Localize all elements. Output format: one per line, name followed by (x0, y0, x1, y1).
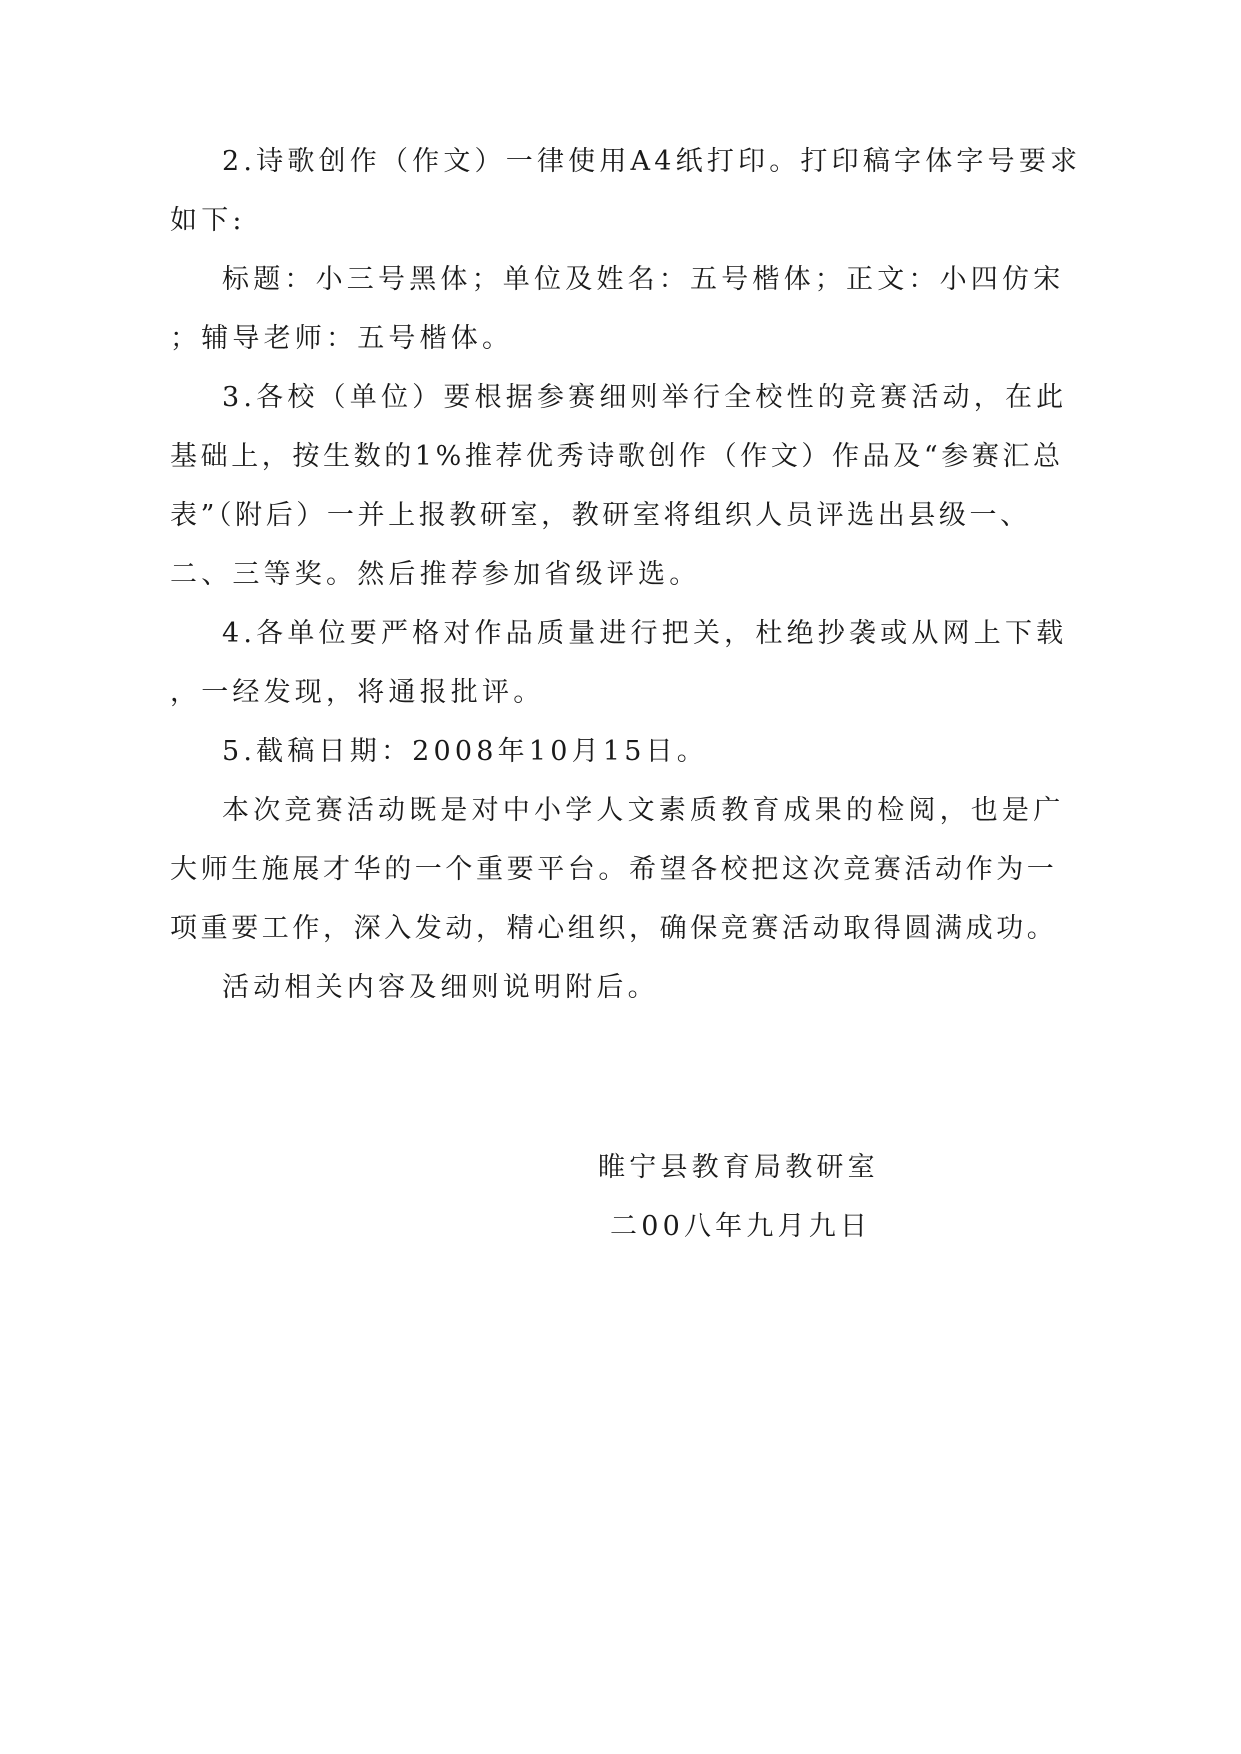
text-line: 活动相关内容及细则说明附后。 (222, 972, 659, 1003)
text-line: 4.各单位要严格对作品质量进行把关，杜绝抄袭或从网上下载 (222, 618, 1068, 649)
text-line: ，一经发现，将通报批评。 (170, 677, 545, 708)
text-line: 2.诗歌创作（作文）一律使用A4纸打印。打印稿字体字号要求 (222, 146, 1082, 177)
text-line: 大师生施展才华的一个重要平台。希望各校把这次竞赛活动作为一 (170, 854, 1058, 885)
text-line: ；辅导老师：五号楷体。 (170, 323, 514, 354)
text-line: 标题：小三号黑体；单位及姓名：五号楷体；正文：小四仿宋 (222, 264, 1065, 295)
text-line: 5.截稿日期：2008年10月15日。 (222, 736, 708, 767)
text-line: 本次竞赛活动既是对中小学人文素质教育成果的检阅，也是广 (222, 795, 1065, 826)
signature-date: 二00八年九月九日 (610, 1211, 872, 1242)
text-line: 3.各校（单位）要根据参赛细则举行全校性的竞赛活动，在此 (222, 382, 1068, 413)
text-line: 基础上，按生数的1%推荐优秀诗歌创作（作文）作品及“参赛汇总 (170, 441, 1064, 472)
text-line: 表”（附后）一并上报教研室，教研室将组织人员评选出县级一、 (170, 500, 1031, 531)
text-line: 二、三等奖。然后推荐参加省级评选。 (170, 559, 701, 590)
signature-org: 睢宁县教育局教研室 (598, 1152, 879, 1183)
text-line: 项重要工作，深入发动，精心组织，确保竞赛活动取得圆满成功。 (170, 913, 1058, 944)
text-line: 如下: (170, 205, 246, 236)
